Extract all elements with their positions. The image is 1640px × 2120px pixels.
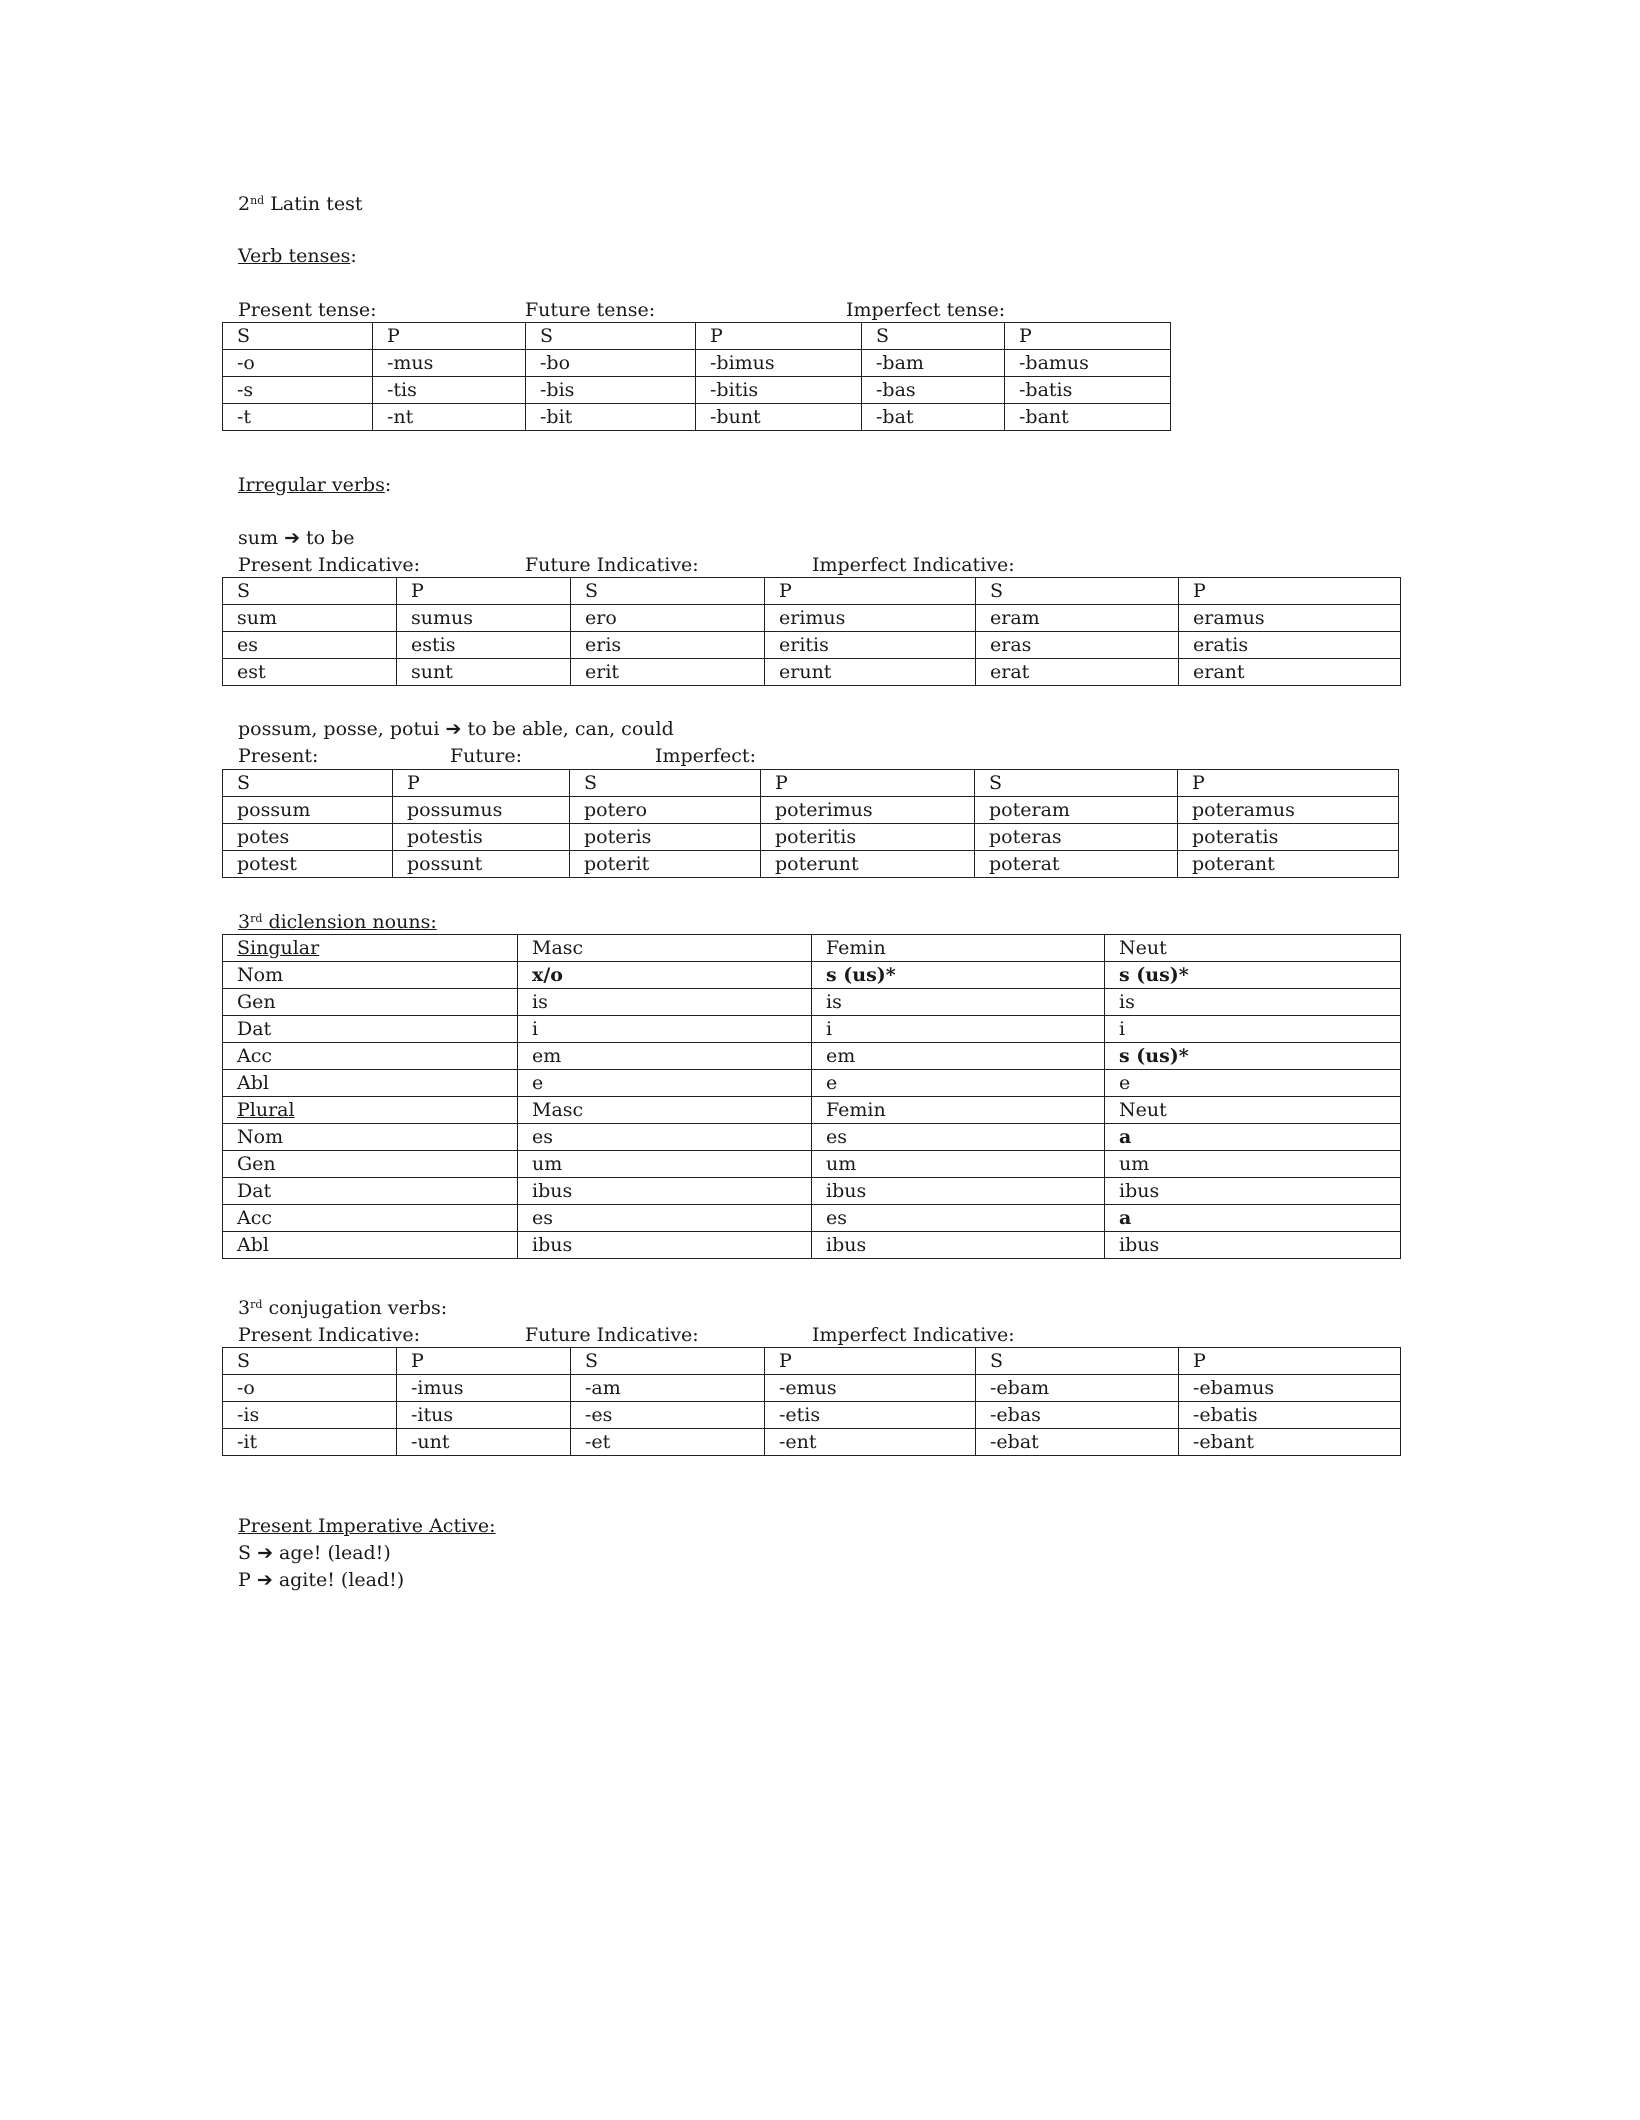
table-cell: -it (223, 1429, 397, 1456)
conjugation-label-present: Present Indicative: (238, 1324, 421, 1346)
table-cell: -ebat (976, 1429, 1179, 1456)
conjugation-heading: 3rd conjugation verbs: (238, 1297, 448, 1319)
table-row (223, 404, 1171, 431)
table-cell: erat (976, 659, 1179, 686)
table-cell: P (1179, 1348, 1401, 1375)
sum-label-future: Future Indicative: (525, 554, 699, 576)
table-row (223, 1043, 1401, 1070)
table-row (223, 1402, 1401, 1429)
table-cell: P (393, 770, 570, 797)
table-cell: P (397, 1348, 571, 1375)
table-row (223, 1124, 1401, 1151)
table-cell: -ebant (1179, 1429, 1401, 1456)
table-row (223, 659, 1401, 686)
table-cell: -bimus (696, 350, 862, 377)
table-cell: Dat (223, 1016, 518, 1043)
table-cell: e (812, 1070, 1105, 1097)
table-cell: poterunt (761, 851, 975, 878)
table-cell: S (223, 770, 393, 797)
table-cell: P (1005, 323, 1171, 350)
table-cell: poterit (570, 851, 761, 878)
possum-label-present: Present: (238, 745, 319, 767)
table-cell: Dat (223, 1178, 518, 1205)
table-row (223, 350, 1171, 377)
table-cell: ibus (812, 1178, 1105, 1205)
table-cell: -bam (862, 350, 1005, 377)
table-cell: eramus (1179, 605, 1401, 632)
table-cell: -mus (373, 350, 526, 377)
table-cell: Femin (812, 935, 1105, 962)
table-cell: sumus (397, 605, 571, 632)
table-cell: is (1105, 989, 1401, 1016)
table-cell: -ebam (976, 1375, 1179, 1402)
table-cell: -bunt (696, 404, 862, 431)
page-title (238, 193, 362, 215)
table-cell: potero (570, 797, 761, 824)
table-row (223, 323, 1171, 350)
table-cell: S (570, 770, 761, 797)
imperative-plural: P ➔ agite! (lead!) (238, 1569, 405, 1591)
table-cell: P (761, 770, 975, 797)
table-cell: ibus (1105, 1232, 1401, 1259)
table-cell: poterant (1178, 851, 1399, 878)
verb-tenses-heading: Verb tenses: (238, 245, 357, 267)
table-row (223, 1151, 1401, 1178)
table-cell: es (518, 1124, 812, 1151)
arrow-icon: ➔ (445, 718, 462, 740)
table-cell: Abl (223, 1070, 518, 1097)
table-cell: poterat (975, 851, 1178, 878)
table-cell: erunt (765, 659, 976, 686)
title-number: 2 (238, 193, 251, 215)
table-cell: S (862, 323, 1005, 350)
table-cell: Femin (812, 1097, 1105, 1124)
table-cell: P (765, 1348, 976, 1375)
imperative-heading: Present Imperative Active: (238, 1515, 496, 1537)
table-cell: S (976, 1348, 1179, 1375)
table-cell: S (975, 770, 1178, 797)
table-cell: -es (571, 1402, 765, 1429)
verb-tenses-label-imperfect: Imperfect tense: (846, 299, 1006, 321)
table-cell: -bis (526, 377, 696, 404)
table-cell: ibus (518, 1178, 812, 1205)
table-cell: est (223, 659, 397, 686)
table-cell: erimus (765, 605, 976, 632)
sum-conjugation-table (222, 577, 1401, 686)
table-cell: Abl (223, 1232, 518, 1259)
table-cell: potest (223, 851, 393, 878)
table-cell: es (223, 632, 397, 659)
table-cell: poteram (975, 797, 1178, 824)
table-cell: Neut (1105, 935, 1401, 962)
declension-heading: 3rd diclension nouns: (238, 911, 437, 933)
table-cell: -am (571, 1375, 765, 1402)
table-cell: -o (223, 1375, 397, 1402)
table-row (223, 1178, 1401, 1205)
table-cell: em (812, 1043, 1105, 1070)
table-cell: -unt (397, 1429, 571, 1456)
declension-table (222, 934, 1401, 1259)
table-cell: -o (223, 350, 373, 377)
title-superscript: nd (250, 194, 265, 207)
arrow-icon: ➔ (256, 1569, 273, 1591)
table-row (223, 1429, 1401, 1456)
imperative-singular: S ➔ age! (lead!) (238, 1542, 391, 1564)
table-cell: a (1105, 1124, 1401, 1151)
table-row (223, 1070, 1401, 1097)
table-cell: -itus (397, 1402, 571, 1429)
table-cell: em (518, 1043, 812, 1070)
table-cell: P (1178, 770, 1399, 797)
table-cell: i (518, 1016, 812, 1043)
table-cell: um (518, 1151, 812, 1178)
table-cell: Acc (223, 1043, 518, 1070)
verb-tenses-table (222, 322, 1171, 431)
possum-definition: possum, posse, potui ➔ to be able, can, could (238, 718, 674, 740)
table-cell: s (us)* (812, 962, 1105, 989)
table-cell: P (696, 323, 862, 350)
table-cell: e (1105, 1070, 1401, 1097)
table-cell: Acc (223, 1205, 518, 1232)
table-cell: eram (976, 605, 1179, 632)
table-cell: s (us)* (1105, 1043, 1401, 1070)
table-row (223, 1348, 1401, 1375)
conjugation-table (222, 1347, 1401, 1456)
table-row (223, 935, 1401, 962)
table-cell: ibus (1105, 1178, 1401, 1205)
table-row (223, 824, 1399, 851)
irregular-verbs-heading: Irregular verbs: (238, 474, 392, 496)
table-cell: poteratis (1178, 824, 1399, 851)
table-cell: a (1105, 1205, 1401, 1232)
table-cell: ibus (812, 1232, 1105, 1259)
table-cell: possum (223, 797, 393, 824)
table-cell: es (518, 1205, 812, 1232)
table-cell: eras (976, 632, 1179, 659)
table-cell: eratis (1179, 632, 1401, 659)
table-cell: Masc (518, 935, 812, 962)
table-cell: eris (571, 632, 765, 659)
table-cell: Plural (223, 1097, 518, 1124)
table-cell: P (765, 578, 976, 605)
table-cell: S (571, 578, 765, 605)
arrow-icon: ➔ (284, 527, 300, 549)
table-cell: -ent (765, 1429, 976, 1456)
table-row (223, 989, 1401, 1016)
table-cell: erant (1179, 659, 1401, 686)
table-row (223, 1232, 1401, 1259)
table-cell: um (1105, 1151, 1401, 1178)
table-cell: poteras (975, 824, 1178, 851)
table-cell: S (526, 323, 696, 350)
table-cell: Nom (223, 1124, 518, 1151)
possum-conjugation-table (222, 769, 1399, 878)
possum-label-future: Future: (450, 745, 523, 767)
table-row (223, 1205, 1401, 1232)
table-cell: Gen (223, 989, 518, 1016)
table-cell: s (us)* (1105, 962, 1401, 989)
table-cell: ibus (518, 1232, 812, 1259)
table-row (223, 1016, 1401, 1043)
table-cell: es (812, 1205, 1105, 1232)
table-cell: -bas (862, 377, 1005, 404)
table-row (223, 632, 1401, 659)
table-row (223, 851, 1399, 878)
table-cell: -batis (1005, 377, 1171, 404)
table-cell: -s (223, 377, 373, 404)
table-cell: -et (571, 1429, 765, 1456)
table-cell: is (518, 989, 812, 1016)
table-cell: S (223, 578, 397, 605)
table-cell: sum (223, 605, 397, 632)
title-text: Latin test (264, 193, 363, 215)
table-cell: i (812, 1016, 1105, 1043)
verb-tenses-label-present: Present tense: (238, 299, 377, 321)
table-cell: potes (223, 824, 393, 851)
table-row (223, 578, 1401, 605)
table-cell: -etis (765, 1402, 976, 1429)
table-cell: poterimus (761, 797, 975, 824)
table-cell: ero (571, 605, 765, 632)
table-cell: potestis (393, 824, 570, 851)
possum-label-imperfect: Imperfect: (655, 745, 756, 767)
table-cell: Nom (223, 962, 518, 989)
table-cell: -ebas (976, 1402, 1179, 1429)
table-cell: eritis (765, 632, 976, 659)
table-row (223, 377, 1171, 404)
table-cell: is (812, 989, 1105, 1016)
table-cell: -emus (765, 1375, 976, 1402)
table-cell: P (397, 578, 571, 605)
table-cell: -tis (373, 377, 526, 404)
table-cell: -bamus (1005, 350, 1171, 377)
table-cell: -nt (373, 404, 526, 431)
table-cell: x/o (518, 962, 812, 989)
sum-label-imperfect: Imperfect Indicative: (812, 554, 1015, 576)
table-cell: -bitis (696, 377, 862, 404)
table-cell: -ebamus (1179, 1375, 1401, 1402)
table-cell: P (373, 323, 526, 350)
table-cell: e (518, 1070, 812, 1097)
table-cell: S (223, 1348, 397, 1375)
table-cell: Singular (223, 935, 518, 962)
table-cell: -ebatis (1179, 1402, 1401, 1429)
table-cell: estis (397, 632, 571, 659)
table-cell: poteris (570, 824, 761, 851)
verb-tenses-label-future: Future tense: (525, 299, 656, 321)
table-cell: S (976, 578, 1179, 605)
table-cell: -bant (1005, 404, 1171, 431)
table-cell: S (571, 1348, 765, 1375)
table-cell: poteritis (761, 824, 975, 851)
table-cell: i (1105, 1016, 1401, 1043)
arrow-icon: ➔ (257, 1542, 273, 1564)
table-cell: -bit (526, 404, 696, 431)
table-cell: sunt (397, 659, 571, 686)
table-cell: P (1179, 578, 1401, 605)
table-cell: -t (223, 404, 373, 431)
table-cell: Gen (223, 1151, 518, 1178)
sum-label-present: Present Indicative: (238, 554, 421, 576)
table-row (223, 1375, 1401, 1402)
table-row (223, 770, 1399, 797)
sum-definition: sum ➔ to be (238, 527, 355, 549)
table-cell: um (812, 1151, 1105, 1178)
table-cell: -imus (397, 1375, 571, 1402)
table-cell: es (812, 1124, 1105, 1151)
table-cell: poteramus (1178, 797, 1399, 824)
table-cell: S (223, 323, 373, 350)
conjugation-label-imperfect: Imperfect Indicative: (812, 1324, 1015, 1346)
conjugation-label-future: Future Indicative: (525, 1324, 699, 1346)
table-row (223, 605, 1401, 632)
table-cell: possunt (393, 851, 570, 878)
table-cell: erit (571, 659, 765, 686)
table-cell: -is (223, 1402, 397, 1429)
table-cell: -bo (526, 350, 696, 377)
table-row (223, 962, 1401, 989)
table-cell: possumus (393, 797, 570, 824)
table-cell: Neut (1105, 1097, 1401, 1124)
table-cell: Masc (518, 1097, 812, 1124)
table-row (223, 797, 1399, 824)
table-row (223, 1097, 1401, 1124)
table-cell: -bat (862, 404, 1005, 431)
